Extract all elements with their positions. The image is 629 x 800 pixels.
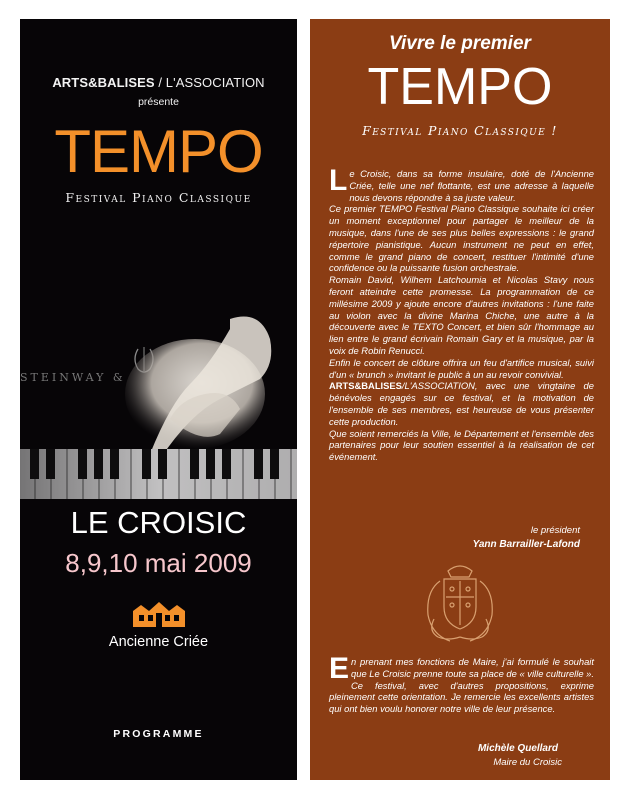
festival-dates: 8,9,10 mai 2009 [65, 548, 252, 578]
venue-name: Ancienne Criée [108, 634, 209, 650]
blurred-hand-icon [125, 317, 271, 460]
mayor-message [329, 652, 594, 715]
association-rest: / L'ASSOCIATION [154, 75, 265, 90]
mayor-paragraph [329, 652, 594, 715]
building-icon [131, 599, 187, 629]
festival-title: TEMPO [54, 118, 263, 185]
festival-subtitle: Festival Piano Classique [65, 190, 252, 205]
paragraph-purpose: Ce premier TEMPO Festival Piano Classique souhaite ici créer un moment exceptionnel pour partager le meilleur de la musique, dans l'une de ses plus belles expressions : le grand répertoire pianistique. Aucun instrument ne peut en effet, comme le grand piano de concert, restituer l'intimité d'une confidence ou la puissante fusion orchestrale. [329, 203, 594, 274]
mayor-role: Maire du Croisic [493, 757, 562, 768]
editorial-subtitle: Festival Piano Classique ! [362, 123, 558, 138]
paragraph-intro-text: e Croisic, dans sa forme insulaire, doté de l'Ancienne Criée, telle une nef flottante, est une adresse à laquelle nous devons répondre à sa juste valeur. [349, 168, 594, 203]
mayor-paragraph-text: n prenant mes fonctions de Maire, j'ai formulé le souhait que Le Croisic prenne toute sa place de « ville culturelle ». Ce festival, avec d'autres propositions, exprime pleinement cette orientation. Je remercie les excellents artistes qui ont bien voulu honorer notre ville de leur présence. [329, 656, 594, 715]
paragraph-artists: Romain David, Wilhem Latchoumia et Nicolas Stavy nous feront atteindre cette promesse. La programmation de ce millésime 2009 y ajoute encore d'autres invitations : l'une faite au violon avec la divine Marina Chiche, une autre à la découverte avec le TEXTO Concert, et bien sûr l'hommage au lien entre le grand écrivain Romain Gary et la musique, par la voix de Robin Renucci. [329, 274, 594, 356]
city-name: LE CROISIC [70, 505, 247, 540]
editorial-body [329, 164, 594, 463]
paragraph-intro [329, 164, 594, 203]
drop-cap: L [329, 164, 348, 197]
president-name: Yann Barrailler-Lafond [472, 539, 580, 550]
presents-label: présente [138, 96, 179, 108]
paragraph-closing-concert: Enfin le concert de clôture offrira un feu d'artifice musical, suivi d'un « brunch » invitant le public à un au revoir convivial. [329, 356, 594, 380]
paragraph-association [329, 380, 594, 427]
programme-label: PROGRAMME [113, 728, 204, 740]
piano-brand-label: STEINWAY & [20, 371, 126, 384]
editorial-title: TEMPO [367, 58, 553, 116]
mayor-name: Michèle Quellard [477, 743, 558, 754]
festival-editorial [310, 19, 610, 780]
piano-keys-hand-illustration [20, 299, 297, 509]
paragraph-thanks: Que soient remerciés la Ville, le Département et l'ensemble des partenaires pour leur soutien essentiel à la réalisation de cet événement. [329, 427, 594, 463]
association-brand: ARTS&BALISES [52, 75, 155, 90]
association-header [20, 75, 297, 90]
mayor-drop-cap: E [329, 652, 350, 685]
association-brand-inline: ARTS&BALISES [329, 380, 402, 392]
festival-flyer-cover [20, 19, 297, 780]
editorial-kicker: Vivre le premier [389, 33, 531, 54]
president-role: le président [530, 525, 580, 536]
piano-keyboard [20, 449, 297, 499]
city-crest-icon [418, 559, 502, 647]
paragraph-association-text: /L'ASSOCIATION, avec une vingtaine de bénévoles engagés sur ce festival, et la motivation de l'ensemble de ses membres, est heureuse de vous présenter cette production. [329, 380, 594, 427]
